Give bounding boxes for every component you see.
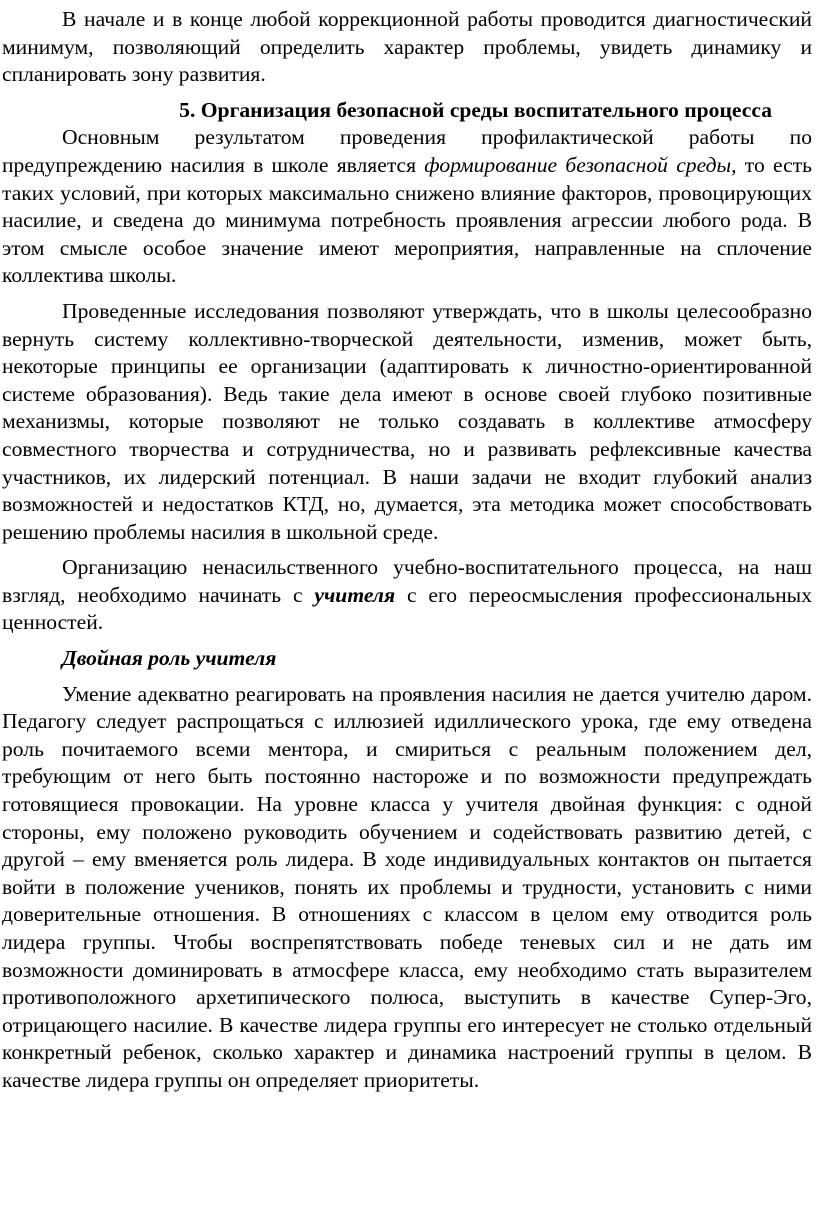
- document-page: [2, 6, 812, 1095]
- paragraph-text: Организацию ненасильственного учебно-воспитательного процесса, на наш взгляд, необходимо начинать с: [2, 555, 812, 607]
- paragraph-safe-environment: [2, 124, 812, 290]
- paragraph-double-role: Умение адекватно реагировать на проявления насилия не дается учителю даром. Педагогу следует распрощаться с иллюзией идиллического урока, где ему отведена роль почитаемого всеми ментора, и смириться с реальным положением дел, требующим от него быть постоянно настороже и по возможности предупреждать готовящиеся провокации. На уровне класса у учителя двойная функция: с одной стороны, ему положено руководить обучением и содействовать развитию детей, с другой – ему вменяется роль лидера. В ходе индивидуальных контактов он пытается войти в положение учеников, понять их проблемы и трудности, установить с ними доверительные отношения. В отношениях с классом в целом ему отводится роль лидера группы. Чтобы воспрепятствовать победе теневых сил и не дать им возможности доминировать в атмосфере класса, ему необходимо стать выразителем противоположного архетипического полюса, выступить в качестве Супер-Эго, отрицающего насилие. В качестве лидера группы его интересует не столько отдельный конкретный ребенок, сколько характер и динамика настроений группы в целом. В качестве лидера группы он определяет приоритеты.: [2, 681, 812, 1092]
- paragraph-teacher: [2, 554, 812, 637]
- emphasis-text: формирование безопасной среды,: [424, 152, 737, 177]
- paragraph-research: Проведенные исследования позволяют утверждать, что в школы целесообразно вернуть систему коллективно-творческой деятельности, изменив, может быть, некоторые принципы ее организации (адаптировать к личностно-ориентированной системе образования). Ведь такие дела имеют в основе своей глубоко позитивные механизмы, которые позволяют не только создавать в коллективе атмосферу совместного творчества и сотрудничества, но и развивать рефлексивные качества участников, их лидерский потенциал. В наши задачи не входит глубокий анализ возможностей и недостатков КТД, но, думается, эта методика может способствовать решению проблемы насилия в школьной среде.: [2, 298, 812, 544]
- paragraph-text: с его переосмысления профессиональных ценностей.: [2, 582, 812, 635]
- subheading: Двойная роль учителя: [62, 646, 277, 671]
- paragraph-text: Основным результатом проведения профилактической работы по предупреждению насилия в школе является: [2, 125, 812, 177]
- paragraph-text: то есть таких условий, при которых максимально снижено влияние факторов, провоцирующих насилие, и сведена до минимума потребность проявления агрессии любого рода. В этом смысле особое значение имеют мероприятия, направленные на сплочение коллектива школы.: [2, 152, 812, 288]
- paragraph-intro: В начале и в конце любой коррекционной работы проводится диагностический минимум, позволяющий определить характер проблемы, увидеть динамику и спланировать зону развития.: [2, 7, 812, 87]
- section-heading: 5. Организация безопасной среды воспитательного процесса: [179, 97, 772, 122]
- emphasis-text: учителя: [314, 582, 396, 607]
